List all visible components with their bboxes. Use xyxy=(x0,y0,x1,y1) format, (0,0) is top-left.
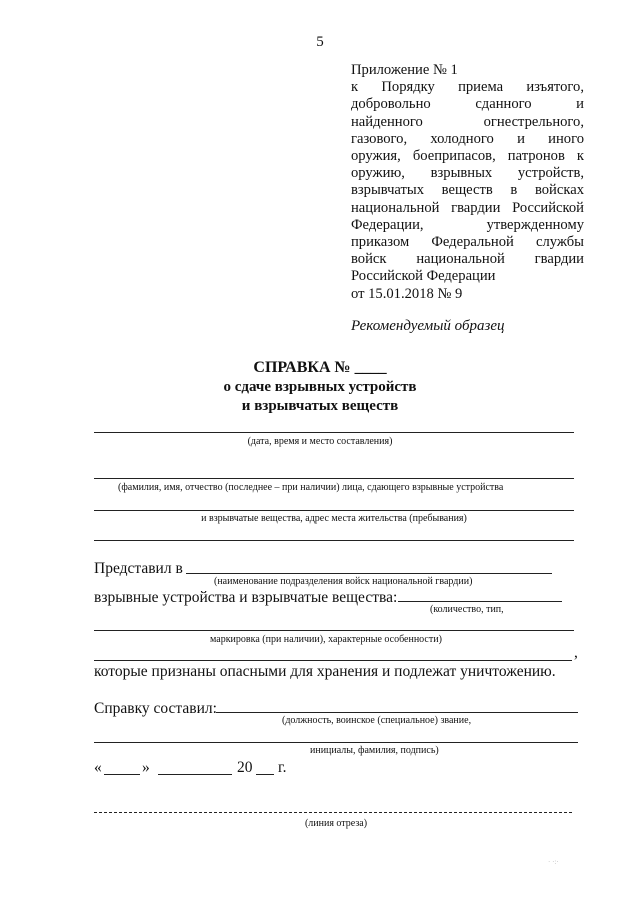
position-line xyxy=(216,712,578,713)
day-line xyxy=(104,774,140,775)
initials-line xyxy=(94,742,578,743)
devices-line xyxy=(398,601,562,602)
appendix-line: добровольно сданного и xyxy=(351,96,584,113)
appendix-line: Приложение № 1 xyxy=(351,62,458,78)
appendix-line: войск национальной гвардии xyxy=(351,251,584,268)
position-caption: (должность, воинское (специальное) звание, xyxy=(282,715,472,726)
features-comma: , xyxy=(574,644,578,661)
unit-line xyxy=(186,573,552,574)
cut-line xyxy=(94,812,572,813)
compiled-label: Справку составил: xyxy=(94,700,217,717)
document-title xyxy=(0,358,640,416)
person-line xyxy=(94,478,574,479)
person-caption: (фамилия, имя, отчество (последнее – при наличии) лица, сдающего взрывные устройства xyxy=(118,482,504,493)
appendix-line: оружию, взрывных устройств, xyxy=(351,165,584,182)
qty-type-caption: (количество, тип, xyxy=(430,604,504,615)
appendix-line: взрывчатых веществ в войсках xyxy=(351,182,584,199)
devices-label: взрывные устройства и взрывчатые вещества: xyxy=(94,589,398,606)
appendix-line: найденного огнестрельного, xyxy=(351,113,584,130)
features-line xyxy=(94,660,572,661)
appendix-line: оружия, боеприпасов, патронов к xyxy=(351,148,584,165)
appendix-line: Федерации, утвержденному xyxy=(351,216,584,233)
appendix-line: к Порядку приема изъятого, xyxy=(351,79,584,96)
faint-stamp: · ·:· xyxy=(548,858,559,866)
appendix-block xyxy=(351,62,584,303)
address-line-2 xyxy=(94,540,574,541)
date-place-caption: (дата, время и место составления) xyxy=(247,436,393,447)
title-line-1: СПРАВКА № ____ xyxy=(253,359,387,376)
address-line-1 xyxy=(94,510,574,511)
date-open-quote: « xyxy=(94,759,102,776)
appendix-line: газового, холодного и иного xyxy=(351,130,584,147)
presented-in-label: Представил в xyxy=(94,560,183,577)
sample-note: Рекомендуемый образец xyxy=(351,318,505,334)
appendix-line: от 15.01.2018 № 9 xyxy=(351,285,463,302)
appendix-line: приказом Федеральной службы xyxy=(351,234,584,251)
year-prefix: 20 xyxy=(237,759,253,776)
title-line-3: и взрывчатых веществ xyxy=(241,398,399,414)
recognized-text: которые признаны опасными для хранения и подлежат уничтожению. xyxy=(94,663,556,680)
title-line-2: о сдаче взрывных устройств xyxy=(223,379,417,395)
marking-line xyxy=(94,630,574,631)
year-suffix: г. xyxy=(278,759,287,776)
month-line xyxy=(158,774,232,775)
date-place-line xyxy=(94,432,574,433)
marking-caption: маркировка (при наличии), характерные особенности) xyxy=(210,634,442,645)
address-caption: и взрывчатые вещества, адрес места жительства (пребывания) xyxy=(201,513,467,524)
page-number: 5 xyxy=(316,34,324,50)
cut-line-caption: (линия отреза) xyxy=(304,818,368,829)
year-line xyxy=(256,774,274,775)
date-close-quote: » xyxy=(142,759,150,776)
unit-caption: (наименование подразделения войск национальной гвардии) xyxy=(214,576,473,587)
appendix-line: Российской Федерации xyxy=(351,268,496,285)
appendix-line: национальной гвардии Российской xyxy=(351,199,584,216)
initials-caption: инициалы, фамилия, подпись) xyxy=(310,745,439,756)
